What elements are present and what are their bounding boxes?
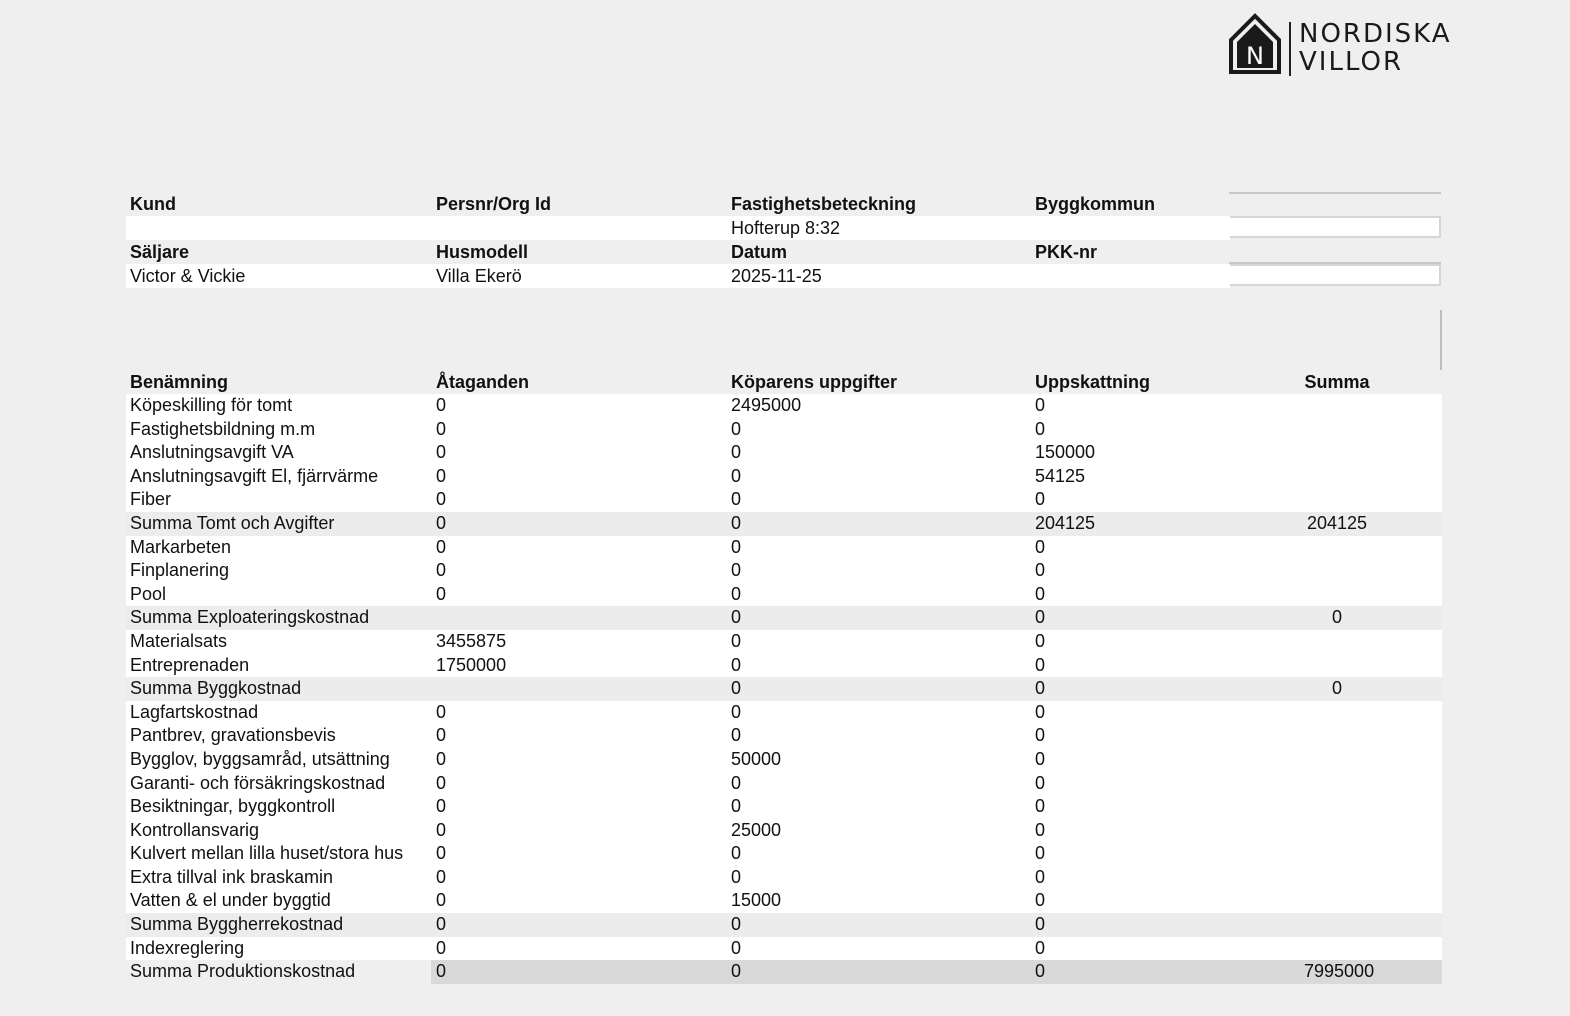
koparens-cell: 0 <box>731 678 742 699</box>
ataganden-cell: 0 <box>436 819 447 840</box>
row-label: Fiber <box>130 489 172 510</box>
header-label-row-1 <box>126 192 1442 216</box>
row-label: Summa Tomt och Avgifter <box>130 512 335 533</box>
table-row <box>126 512 1442 536</box>
cost-table <box>126 370 1442 984</box>
koparens-cell: 0 <box>731 843 742 864</box>
koparens-cell: 0 <box>731 961 742 982</box>
koparens-cell: 0 <box>731 512 742 533</box>
uppskattning-cell: 0 <box>1035 630 1046 651</box>
koparens-cell: 0 <box>731 560 742 581</box>
uppskattning-cell: 0 <box>1035 654 1046 675</box>
table-row <box>126 960 1442 984</box>
table-row <box>126 465 1442 489</box>
koparens-cell: 0 <box>731 418 742 439</box>
ataganden-cell: 0 <box>436 796 447 817</box>
table-row <box>126 654 1442 678</box>
ataganden-cell: 0 <box>436 866 447 887</box>
row-label: Summa Byggherrekostnad <box>130 914 344 935</box>
uppskattning-cell: 54125 <box>1035 465 1086 486</box>
table-row <box>126 889 1442 913</box>
summa-cell: 0 <box>1331 678 1342 699</box>
house-logo-icon <box>1227 12 1283 76</box>
koparens-cell: 0 <box>731 654 742 675</box>
uppskattning-cell: 0 <box>1035 961 1046 982</box>
row-label: Extra tillval ink braskamin <box>130 866 334 887</box>
table-row <box>126 583 1442 607</box>
label-fastighetsbeteckning: Fastighetsbeteckning <box>731 194 917 214</box>
column-header-benamning: Benämning <box>130 372 229 392</box>
row-label: Pool <box>130 583 167 604</box>
row-label: Lagfartskostnad <box>130 701 259 722</box>
table-row <box>126 536 1442 560</box>
table-row <box>126 701 1442 725</box>
uppskattning-cell: 0 <box>1035 890 1046 911</box>
uppskattning-cell: 0 <box>1035 819 1046 840</box>
summa-cell: 204125 <box>1306 512 1368 533</box>
logo-divider <box>1289 22 1291 76</box>
koparens-cell: 25000 <box>731 819 782 840</box>
table-row <box>126 937 1442 961</box>
table-row <box>126 630 1442 654</box>
table-row <box>126 606 1442 630</box>
koparens-cell: 0 <box>731 914 742 935</box>
table-row <box>126 842 1442 866</box>
uppskattning-cell: 0 <box>1035 914 1046 935</box>
koparens-cell: 0 <box>731 465 742 486</box>
label-persnr: Persnr/Org Id <box>436 194 552 214</box>
koparens-cell: 0 <box>731 536 742 557</box>
koparens-cell: 0 <box>731 607 742 628</box>
ataganden-cell: 0 <box>436 489 447 510</box>
table-row <box>126 677 1442 701</box>
uppskattning-cell: 0 <box>1035 866 1046 887</box>
table-row <box>126 748 1442 772</box>
brand-line-1: NORDISKA <box>1299 19 1452 49</box>
row-label: Summa Exploateringskostnad <box>130 607 370 628</box>
value-saljare: Victor & Vickie <box>130 266 246 286</box>
row-label: Summa Byggkostnad <box>130 678 302 699</box>
row-label: Kontrollansvarig <box>130 819 260 840</box>
row-label: Bygglov, byggsamråd, utsättning <box>130 748 390 769</box>
uppskattning-cell: 0 <box>1035 607 1046 628</box>
table-row <box>126 866 1442 890</box>
koparens-cell: 0 <box>731 937 742 958</box>
uppskattning-cell: 0 <box>1035 748 1046 769</box>
table-row <box>126 724 1442 748</box>
column-header-koparens-uppgifter: Köparens uppgifter <box>731 372 898 392</box>
uppskattning-cell: 0 <box>1035 536 1046 557</box>
scroll-indicator <box>1440 310 1442 370</box>
koparens-cell: 0 <box>731 866 742 887</box>
ataganden-cell: 0 <box>436 725 447 746</box>
koparens-cell: 50000 <box>731 748 782 769</box>
koparens-cell: 15000 <box>731 890 782 911</box>
summa-cell: 0 <box>1331 607 1342 628</box>
label-husmodell: Husmodell <box>436 242 529 262</box>
header-side-box-2 <box>1229 264 1441 286</box>
row-label: Anslutningsavgift VA <box>130 442 294 463</box>
ataganden-cell: 1750000 <box>436 654 507 675</box>
ataganden-cell: 0 <box>436 536 447 557</box>
table-row <box>126 819 1442 843</box>
brand-line-2: VILLOR <box>1299 47 1404 77</box>
uppskattning-cell: 150000 <box>1035 442 1096 463</box>
table-row <box>126 772 1442 796</box>
uppskattning-cell: 0 <box>1035 937 1046 958</box>
brand-name <box>1299 20 1452 76</box>
uppskattning-cell: 0 <box>1035 560 1046 581</box>
ataganden-cell: 0 <box>436 961 447 982</box>
row-label: Markarbeten <box>130 536 232 557</box>
label-pkk-nr: PKK-nr <box>1035 242 1097 262</box>
column-header-ataganden: Åtaganden <box>436 372 530 392</box>
table-row <box>126 418 1442 442</box>
summa-cell: 7995000 <box>1304 961 1375 982</box>
row-label: Kulvert mellan lilla huset/stora hus <box>130 843 404 864</box>
ataganden-cell: 3455875 <box>436 630 507 651</box>
label-datum: Datum <box>731 242 788 262</box>
logo-letter: N <box>1246 42 1264 70</box>
ataganden-cell: 0 <box>436 395 447 415</box>
table-row <box>126 913 1442 937</box>
ataganden-cell: 0 <box>436 560 447 581</box>
table-row <box>126 441 1442 465</box>
row-label: Garanti- och försäkringskostnad <box>130 772 386 793</box>
row-label: Finplanering <box>130 560 230 581</box>
row-label: Fastighetsbildning m.m <box>130 418 316 439</box>
header-value-row-1 <box>126 216 1230 240</box>
ataganden-cell: 0 <box>436 701 447 722</box>
table-header-row <box>126 370 1442 394</box>
uppskattning-cell: 0 <box>1035 701 1046 722</box>
ataganden-cell: 0 <box>436 583 447 604</box>
row-label: Köpeskilling för tomt <box>130 395 293 415</box>
customer-info-section <box>126 192 1442 288</box>
header-value-row-2 <box>126 264 1230 288</box>
table-row <box>126 559 1442 583</box>
uppskattning-cell: 0 <box>1035 843 1046 864</box>
uppskattning-cell: 0 <box>1035 489 1046 510</box>
uppskattning-cell: 0 <box>1035 418 1046 439</box>
value-datum: 2025-11-25 <box>731 266 822 286</box>
koparens-cell: 0 <box>731 583 742 604</box>
koparens-cell: 0 <box>731 796 742 817</box>
row-label: Entreprenaden <box>130 654 250 675</box>
table-row <box>126 795 1442 819</box>
row-label: Vatten & el under byggtid <box>130 890 331 911</box>
uppskattning-cell: 0 <box>1035 725 1046 746</box>
koparens-cell: 0 <box>731 489 742 510</box>
uppskattning-cell: 0 <box>1035 678 1046 699</box>
value-husmodell: Villa Ekerö <box>436 266 522 286</box>
brand-logo <box>1227 12 1452 78</box>
ataganden-cell: 0 <box>436 512 447 533</box>
row-label: Indexreglering <box>130 937 245 958</box>
value-fastighetsbeteckning: Hofterup 8:32 <box>731 218 841 238</box>
ataganden-cell: 0 <box>436 442 447 463</box>
koparens-cell: 0 <box>731 701 742 722</box>
column-header-uppskattning: Uppskattning <box>1035 372 1150 392</box>
ataganden-cell: 0 <box>436 748 447 769</box>
koparens-cell: 2495000 <box>731 395 802 415</box>
row-label: Materialsats <box>130 630 228 651</box>
table-row <box>126 394 1442 418</box>
row-label: Summa Produktionskostnad <box>130 961 356 982</box>
koparens-cell: 0 <box>731 725 742 746</box>
table-row <box>126 488 1442 512</box>
ataganden-cell: 0 <box>436 418 447 439</box>
row-label: Pantbrev, gravationsbevis <box>130 725 336 746</box>
header-side-box-1 <box>1229 216 1441 238</box>
koparens-cell: 0 <box>731 772 742 793</box>
ataganden-cell: 0 <box>436 914 447 935</box>
label-saljare: Säljare <box>130 242 190 262</box>
uppskattning-cell: 0 <box>1035 772 1046 793</box>
uppskattning-cell: 0 <box>1035 583 1046 604</box>
ataganden-cell: 0 <box>436 937 447 958</box>
header-label-row-2 <box>126 240 1442 264</box>
uppskattning-cell: 0 <box>1035 395 1046 415</box>
ataganden-cell: 0 <box>436 890 447 911</box>
column-header-summa: Summa <box>1304 372 1370 392</box>
uppskattning-cell: 0 <box>1035 796 1046 817</box>
row-label: Besiktningar, byggkontroll <box>130 796 336 817</box>
label-kund: Kund <box>130 194 176 214</box>
ataganden-cell: 0 <box>436 465 447 486</box>
koparens-cell: 0 <box>731 630 742 651</box>
row-label: Anslutningsavgift El, fjärrvärme <box>130 465 379 486</box>
uppskattning-cell: 204125 <box>1035 512 1096 533</box>
koparens-cell: 0 <box>731 442 742 463</box>
ataganden-cell: 0 <box>436 843 447 864</box>
label-byggkommun: Byggkommun <box>1035 194 1156 214</box>
ataganden-cell: 0 <box>436 772 447 793</box>
